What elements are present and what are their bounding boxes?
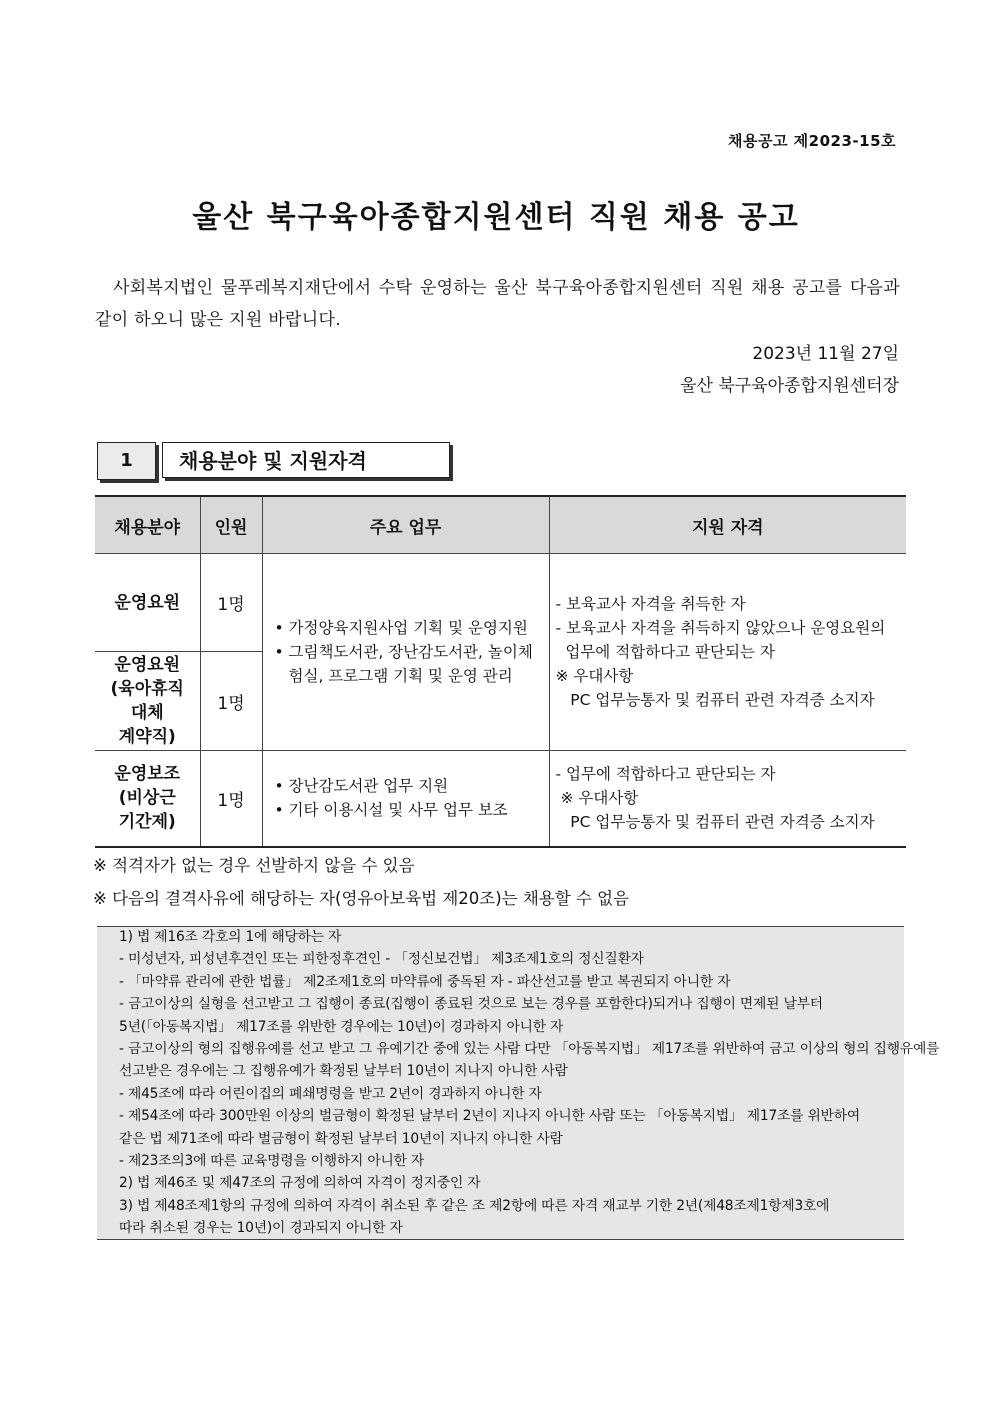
disqualification-line: - 제54조에 따라 300만원 이상의 벌금형이 확정된 날부터 2년이 지나지 아니한 사람 또는 「아동복지법」 제17조를 위반하여 (119, 1108, 861, 1125)
page-title: 울산 북구육아종합지원센터 직원 채용 공고 (192, 200, 800, 235)
qualification-item: - 보육교사 자격을 취득하지 않았으나 운영요원의 (555, 619, 886, 637)
duty-item: • 장난감도서관 업무 지원 (267, 774, 543, 798)
header-field: 채용분야 (95, 496, 200, 554)
duties-cell (262, 554, 549, 751)
duty-item: • 기타 이용시설 및 사무 업무 보조 (267, 798, 543, 822)
field-operations-staff: 운영요원 (95, 554, 200, 652)
disqualification-line: - 제45조에 따라 어린이집의 폐쇄명령을 받고 2년이 경과하지 아니한 자 (119, 1085, 542, 1102)
qualifications-cell (549, 751, 906, 847)
recruitment-table (95, 495, 906, 848)
duties-list (267, 616, 543, 688)
header-duties: 주요 업무 (262, 496, 549, 554)
issuer-name: 울산 북구육아종합지원센터장 (680, 376, 899, 396)
notice-date: 2023년 11월 27일 (752, 344, 899, 364)
qualification-item: PC 업무능통자 및 컴퓨터 관련 자격증 소지자 (555, 691, 875, 709)
qualification-item: 업무에 적합하다고 판단되는 자 (555, 643, 775, 661)
count-cell: 1명 (200, 652, 262, 751)
disqualification-line: 3) 법 제48조제1항의 규정에 의하여 자격이 취소된 후 같은 조 제2항에 따른 자격 재교부 기한 2년(제48조제1항제3호에 (119, 1197, 830, 1214)
section-number: 1 (97, 442, 156, 480)
qualification-item: - 업무에 적합하다고 판단되는 자 (555, 765, 776, 784)
field-operations-assistant (95, 751, 200, 847)
qualifications-cell (549, 554, 906, 751)
note-disqualification: ※ 다음의 결격사유에 해당하는 자(영유아보육법 제20조)는 채용할 수 없음 (93, 889, 629, 908)
field-operations-staff-leave-replacement (95, 652, 200, 751)
disqualification-line: 선고받은 경우에는 그 집행유예가 확정된 날부터 10년이 지나지 아니한 사람 (119, 1063, 568, 1080)
disqualification-line: - 금고이상의 형의 집행유예를 선고 받고 그 유예기간 중에 있는 사람 다만 「아동복지법」 제17조를 위반하여 금고 이상의 형의 집행유예를 (119, 1041, 940, 1058)
duty-item: • 그림책도서관, 장난감도서관, 놀이체험실, 프로그램 기획 및 운영 관리 (267, 640, 543, 688)
disqualification-line: - 「마약류 관리에 관한 법률」 제2조제1호의 마약류에 중독된 자 - 파산선고를 받고 복권되지 아니한 자 (119, 973, 731, 990)
table-row (95, 751, 906, 847)
field-line: 운영보조 (114, 764, 181, 785)
field-line: 운영요원 (114, 655, 181, 675)
disqualification-line: 5년(「아동복지법」 제17조를 위반한 경우에는 10년)이 경과하지 아니한 자 (119, 1018, 564, 1035)
header-qualifications: 지원 자격 (549, 496, 906, 554)
qualification-item: PC 업무능통자 및 컴퓨터 관련 자격증 소지자 (555, 813, 875, 832)
qualification-item: - 보육교사 자격을 취득한 자 (555, 595, 746, 613)
notice-number: 채용공고 제2023-15호 (727, 132, 896, 150)
count-cell: 1명 (200, 751, 262, 847)
disqualification-line: 같은 법 제71조에 따라 벌금형이 확정된 날부터 10년이 지나지 아니한 사람 (119, 1130, 563, 1147)
qualification-item: ※ 우대사항 (555, 789, 639, 808)
disqualification-line: - 미성년자, 피성년후견인 또는 피한정후견인 - 「정신보건법」 제3조제1호의 정신질환자 (119, 951, 644, 968)
qualifications-list (556, 592, 903, 712)
duty-item: • 가정양육지원사업 기획 및 운영지원 (267, 616, 543, 640)
field-line: (비상근 (118, 788, 176, 809)
section-title: 채용분야 및 지원자격 (162, 442, 450, 478)
disqualification-line: 1) 법 제16조 각호의 1에 해당하는 자 (119, 929, 342, 945)
disqualification-line: 따라 취소된 경우는 10년)이 경과되지 아니한 자 (119, 1220, 403, 1237)
disqualification-box (97, 926, 940, 1240)
table-header-row (95, 496, 906, 554)
field-line: (육아휴직 (110, 679, 184, 699)
duties-cell (262, 751, 549, 847)
table-row (95, 554, 906, 652)
field-line: 기간제) (118, 812, 176, 833)
intro-paragraph: 사회복지법인 물푸레복지재단에서 수탁 운영하는 울산 북구육아종합지원센터 직원 채용 공고를 다음과 같이 하오니 많은 지원 바랍니다. (95, 278, 900, 330)
disqualification-line: - 제23조의3에 따른 교육명령을 이행하지 아니한 자 (119, 1153, 425, 1170)
header-count: 인원 (200, 496, 262, 554)
qualification-item: ※ 우대사항 (555, 667, 634, 685)
field-line: 대체 (130, 703, 164, 723)
disqualification-line: - 금고이상의 실형을 선고받고 그 집행이 종료(집행이 종료된 것으로 보는 경우를 포함한다)되거나 집행이 면제된 날부터 (119, 996, 823, 1013)
note-no-candidate: ※ 적격자가 없는 경우 선발하지 않을 수 있음 (93, 856, 415, 875)
disqualification-line: 2) 법 제46조 및 제47조의 규정에 의하여 자격이 정지중인 자 (119, 1175, 481, 1192)
qualifications-list (556, 762, 903, 834)
duties-list (267, 774, 543, 822)
field-line: 계약직) (118, 727, 176, 747)
count-cell: 1명 (200, 554, 262, 652)
